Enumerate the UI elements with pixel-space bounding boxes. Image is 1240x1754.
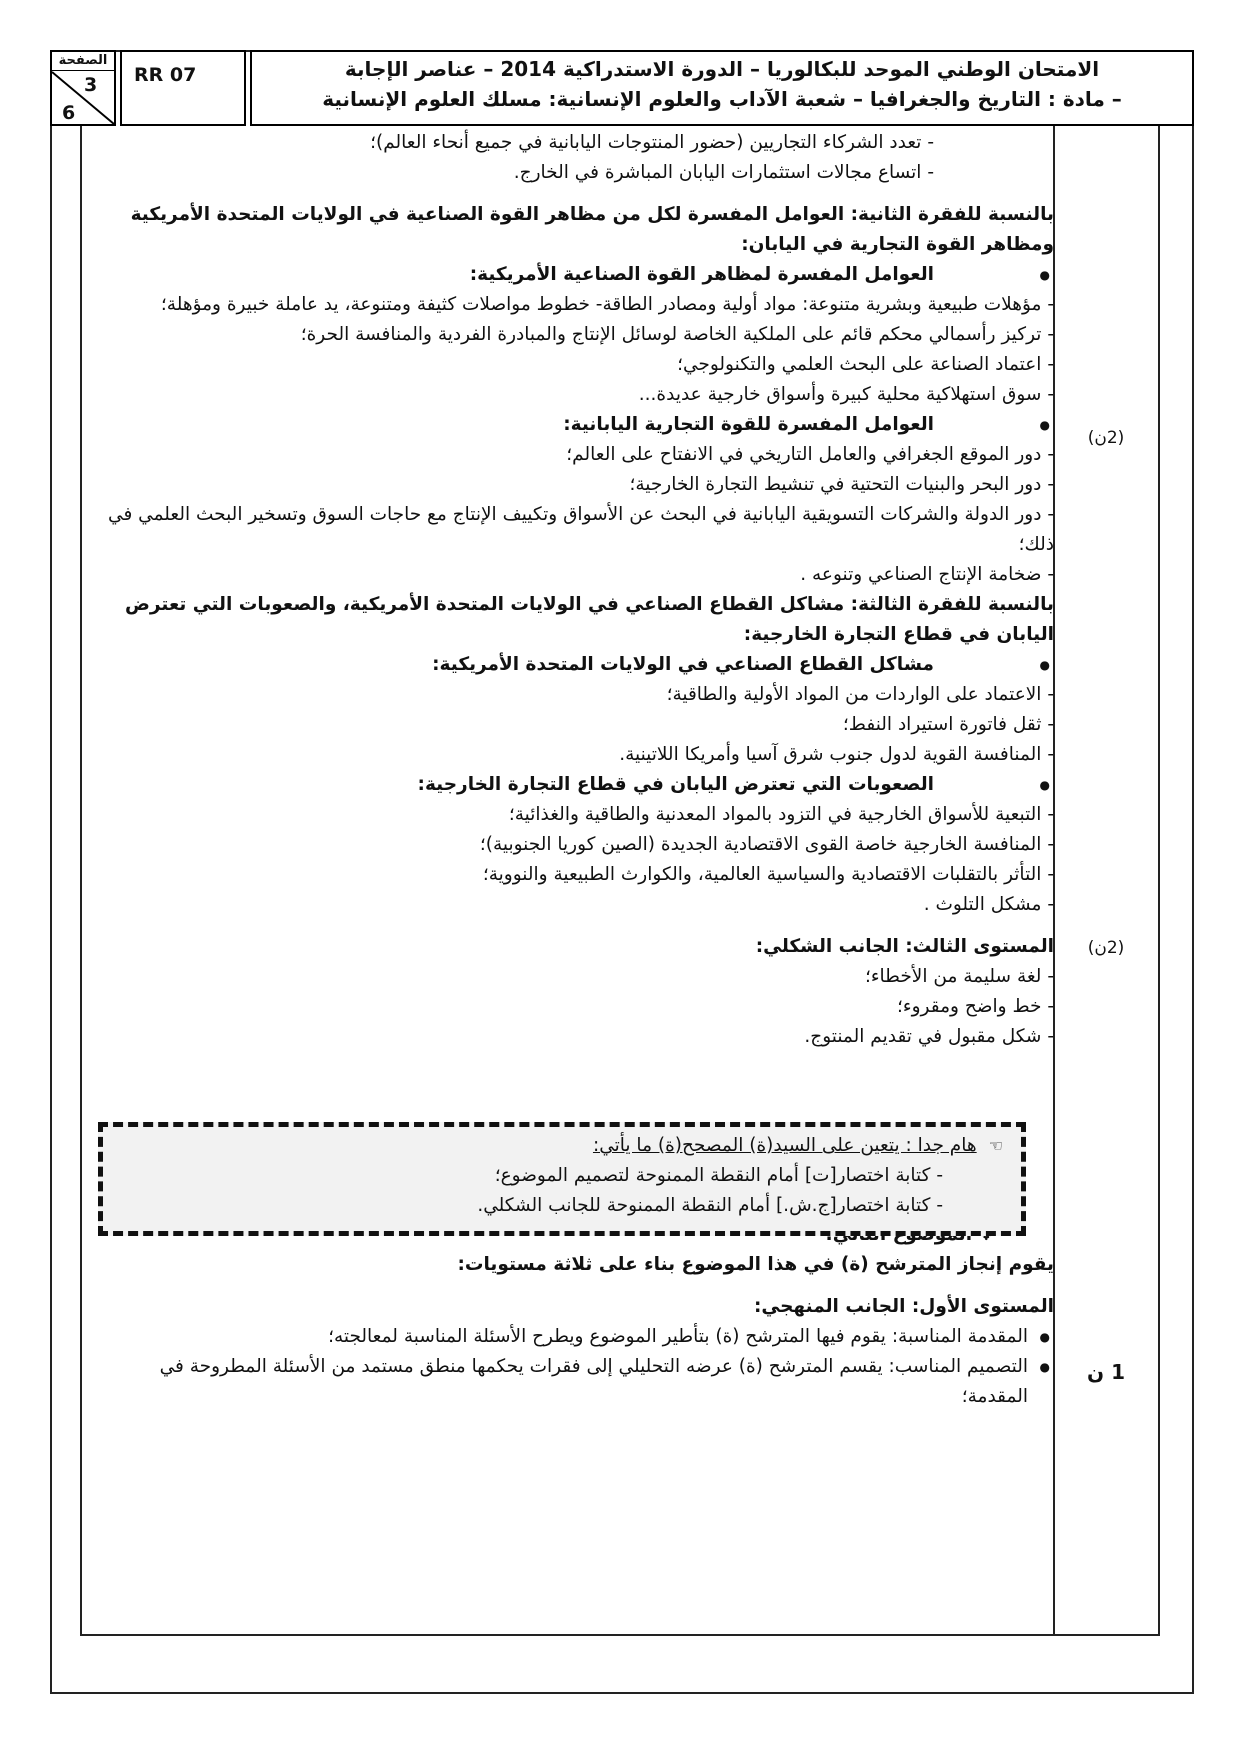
- header: [50, 50, 1194, 126]
- column-line-left: [80, 126, 82, 1634]
- list-item: - لغة سليمة من الأخطاء؛: [88, 962, 1054, 992]
- page-total: 6: [62, 102, 76, 124]
- exam-title-line1: الامتحان الوطني الموحد للبكالوريا – الدورة الاستدراكية 2014 – عناصر الإجابة: [344, 57, 1100, 81]
- note-line: - كتابة اختصار[ج.ش.] أمام النقطة الممنوحة للجانب الشكلي.: [103, 1191, 1003, 1221]
- list-item: ● التصميم المناسب: يقسم المترشح (ة) عرضه التحليلي إلى فقرات يحكمها منطق مستمد من الأسئلة المطروحة في المقدمة؛: [88, 1352, 1054, 1412]
- list-item: ● المقدمة المناسبة: يقوم فيها المترشح (ة) بتأطير الموضوع ويطرح الأسئلة المناسبة لمعالجته؛: [88, 1322, 1054, 1352]
- subject2-intro: يقوم إنجاز المترشح (ة) في هذا الموضوع بناء على ثلاثة مستويات:: [457, 1254, 1054, 1275]
- list-item: - دور الدولة والشركات التسويقية اليابانية في البحث عن الأسواق وتكييف الإنتاج مع حاجات السوق وتسخير البحث العلمي في ذلك؛: [88, 500, 1054, 560]
- list-item: - دور الموقع الجغرافي والعامل التاريخي في الانفتاح على العالم؛: [88, 440, 1054, 470]
- score-paragraph2: (2ن): [1087, 428, 1125, 448]
- page-number-box: [50, 50, 116, 126]
- note-title: هام جدا : يتعين على السيد(ة) المصحح(ة) ما يأتي:: [592, 1135, 977, 1156]
- column-line-right: [1158, 126, 1160, 1634]
- list-item: - خط واضح ومقروء؛: [88, 992, 1054, 1022]
- level1-title: المستوى الأول: الجانب المنهجي:: [753, 1296, 1054, 1317]
- exam-code: RR 07: [120, 50, 246, 126]
- list-item: - تعدد الشركاء التجاريين (حضور المنتوجات اليابانية في جميع أنحاء العالم)؛: [88, 128, 1054, 158]
- score-form: 1 ن: [1087, 1360, 1125, 1384]
- level3-title: المستوى الثالث: الجانب الشكلي:: [755, 936, 1054, 957]
- list-item: - شكل مقبول في تقديم المنتوج.: [88, 1022, 1054, 1052]
- table-bottom-line: [80, 1634, 1160, 1636]
- section-title-paragraph2: بالنسبة للفقرة الثانية: العوامل المفسرة لكل من مظاهر القوة الصناعية في الولايات المتحدة الأمريكية ومظاهر القوة التجارية في اليابان:: [130, 204, 1054, 255]
- list-item: - التأثر بالتقلبات الاقتصادية والسياسية العالمية، والكوارث الطبيعية والنووية؛: [88, 860, 1054, 890]
- section-title-paragraph3: بالنسبة للفقرة الثالثة: مشاكل القطاع الصناعي في الولايات المتحدة الأمريكية، والصعوبات التي تعترض اليابان في قطاع التجارة الخارجية:: [125, 594, 1054, 645]
- score-paragraph3: (2ن): [1087, 938, 1125, 958]
- pointing-hand-icon: ☜: [988, 1136, 1003, 1155]
- subsection-title: ● مشاكل القطاع الصناعي في الولايات المتحدة الأمريكية:: [88, 650, 1054, 680]
- list-item: - ثقل فاتورة استيراد النفط؛: [88, 710, 1054, 740]
- list-item: - اعتماد الصناعة على البحث العلمي والتكنولوجي؛: [88, 350, 1054, 380]
- list-item: - سوق استهلاكية محلية كبيرة وأسواق خارجية عديدة...: [88, 380, 1054, 410]
- list-item: - الاعتماد على الواردات من المواد الأولية والطاقية؛: [88, 680, 1054, 710]
- page-current: 3: [84, 74, 98, 96]
- list-item: - المنافسة القوية لدول جنوب شرق آسيا وأمريكا اللاتينية.: [88, 740, 1054, 770]
- list-item: - اتساع مجالات استثمارات اليابان المباشرة في الخارج.: [88, 158, 1054, 188]
- subsection-title: ● العوامل المفسرة للقوة التجارية اليابانية:: [88, 410, 1054, 440]
- list-item: - مشكل التلوث .: [88, 890, 1054, 920]
- list-item: - تركيز رأسمالي محكم قائم على الملكية الخاصة لوسائل الإنتاج والمبادرة الفردية والمنافسة الحرة؛: [88, 320, 1054, 350]
- list-item: - التبعية للأسواق الخارجية في التزود بالمواد المعدنية والطاقية والغذائية؛: [88, 800, 1054, 830]
- subsection-title: ● الصعوبات التي تعترض اليابان في قطاع التجارة الخارجية:: [88, 770, 1054, 800]
- page-label: الصفحة: [52, 52, 114, 71]
- note-line: - كتابة اختصار[ت] أمام النقطة الممنوحة لتصميم الموضوع؛: [103, 1161, 1003, 1191]
- exam-title-line2: – مادة : التاريخ والجغرافيا – شعبة الآداب والعلوم الإنسانية: مسلك العلوم الإنسانية: [322, 87, 1122, 111]
- list-item: - دور البحر والبنيات التحتية في تنشيط التجارة الخارجية؛: [88, 470, 1054, 500]
- list-item: - المنافسة الخارجية خاصة القوى الاقتصادية الجديدة (الصين كوريا الجنوبية)؛: [88, 830, 1054, 860]
- list-item: - ضخامة الإنتاج الصناعي وتنوعه .: [88, 560, 1054, 590]
- subsection-title: ● العوامل المفسرة لمظاهر القوة الصناعية الأمريكية:: [88, 260, 1054, 290]
- exam-title-box: [250, 50, 1194, 126]
- important-note-box: [98, 1122, 1026, 1236]
- list-item: - مؤهلات طبيعية وبشرية متنوعة: مواد أولية ومصادر الطاقة- خطوط مواصلات كثيفة ومتنوعة، يد عاملة خبيرة ومؤهلة؛: [88, 290, 1054, 320]
